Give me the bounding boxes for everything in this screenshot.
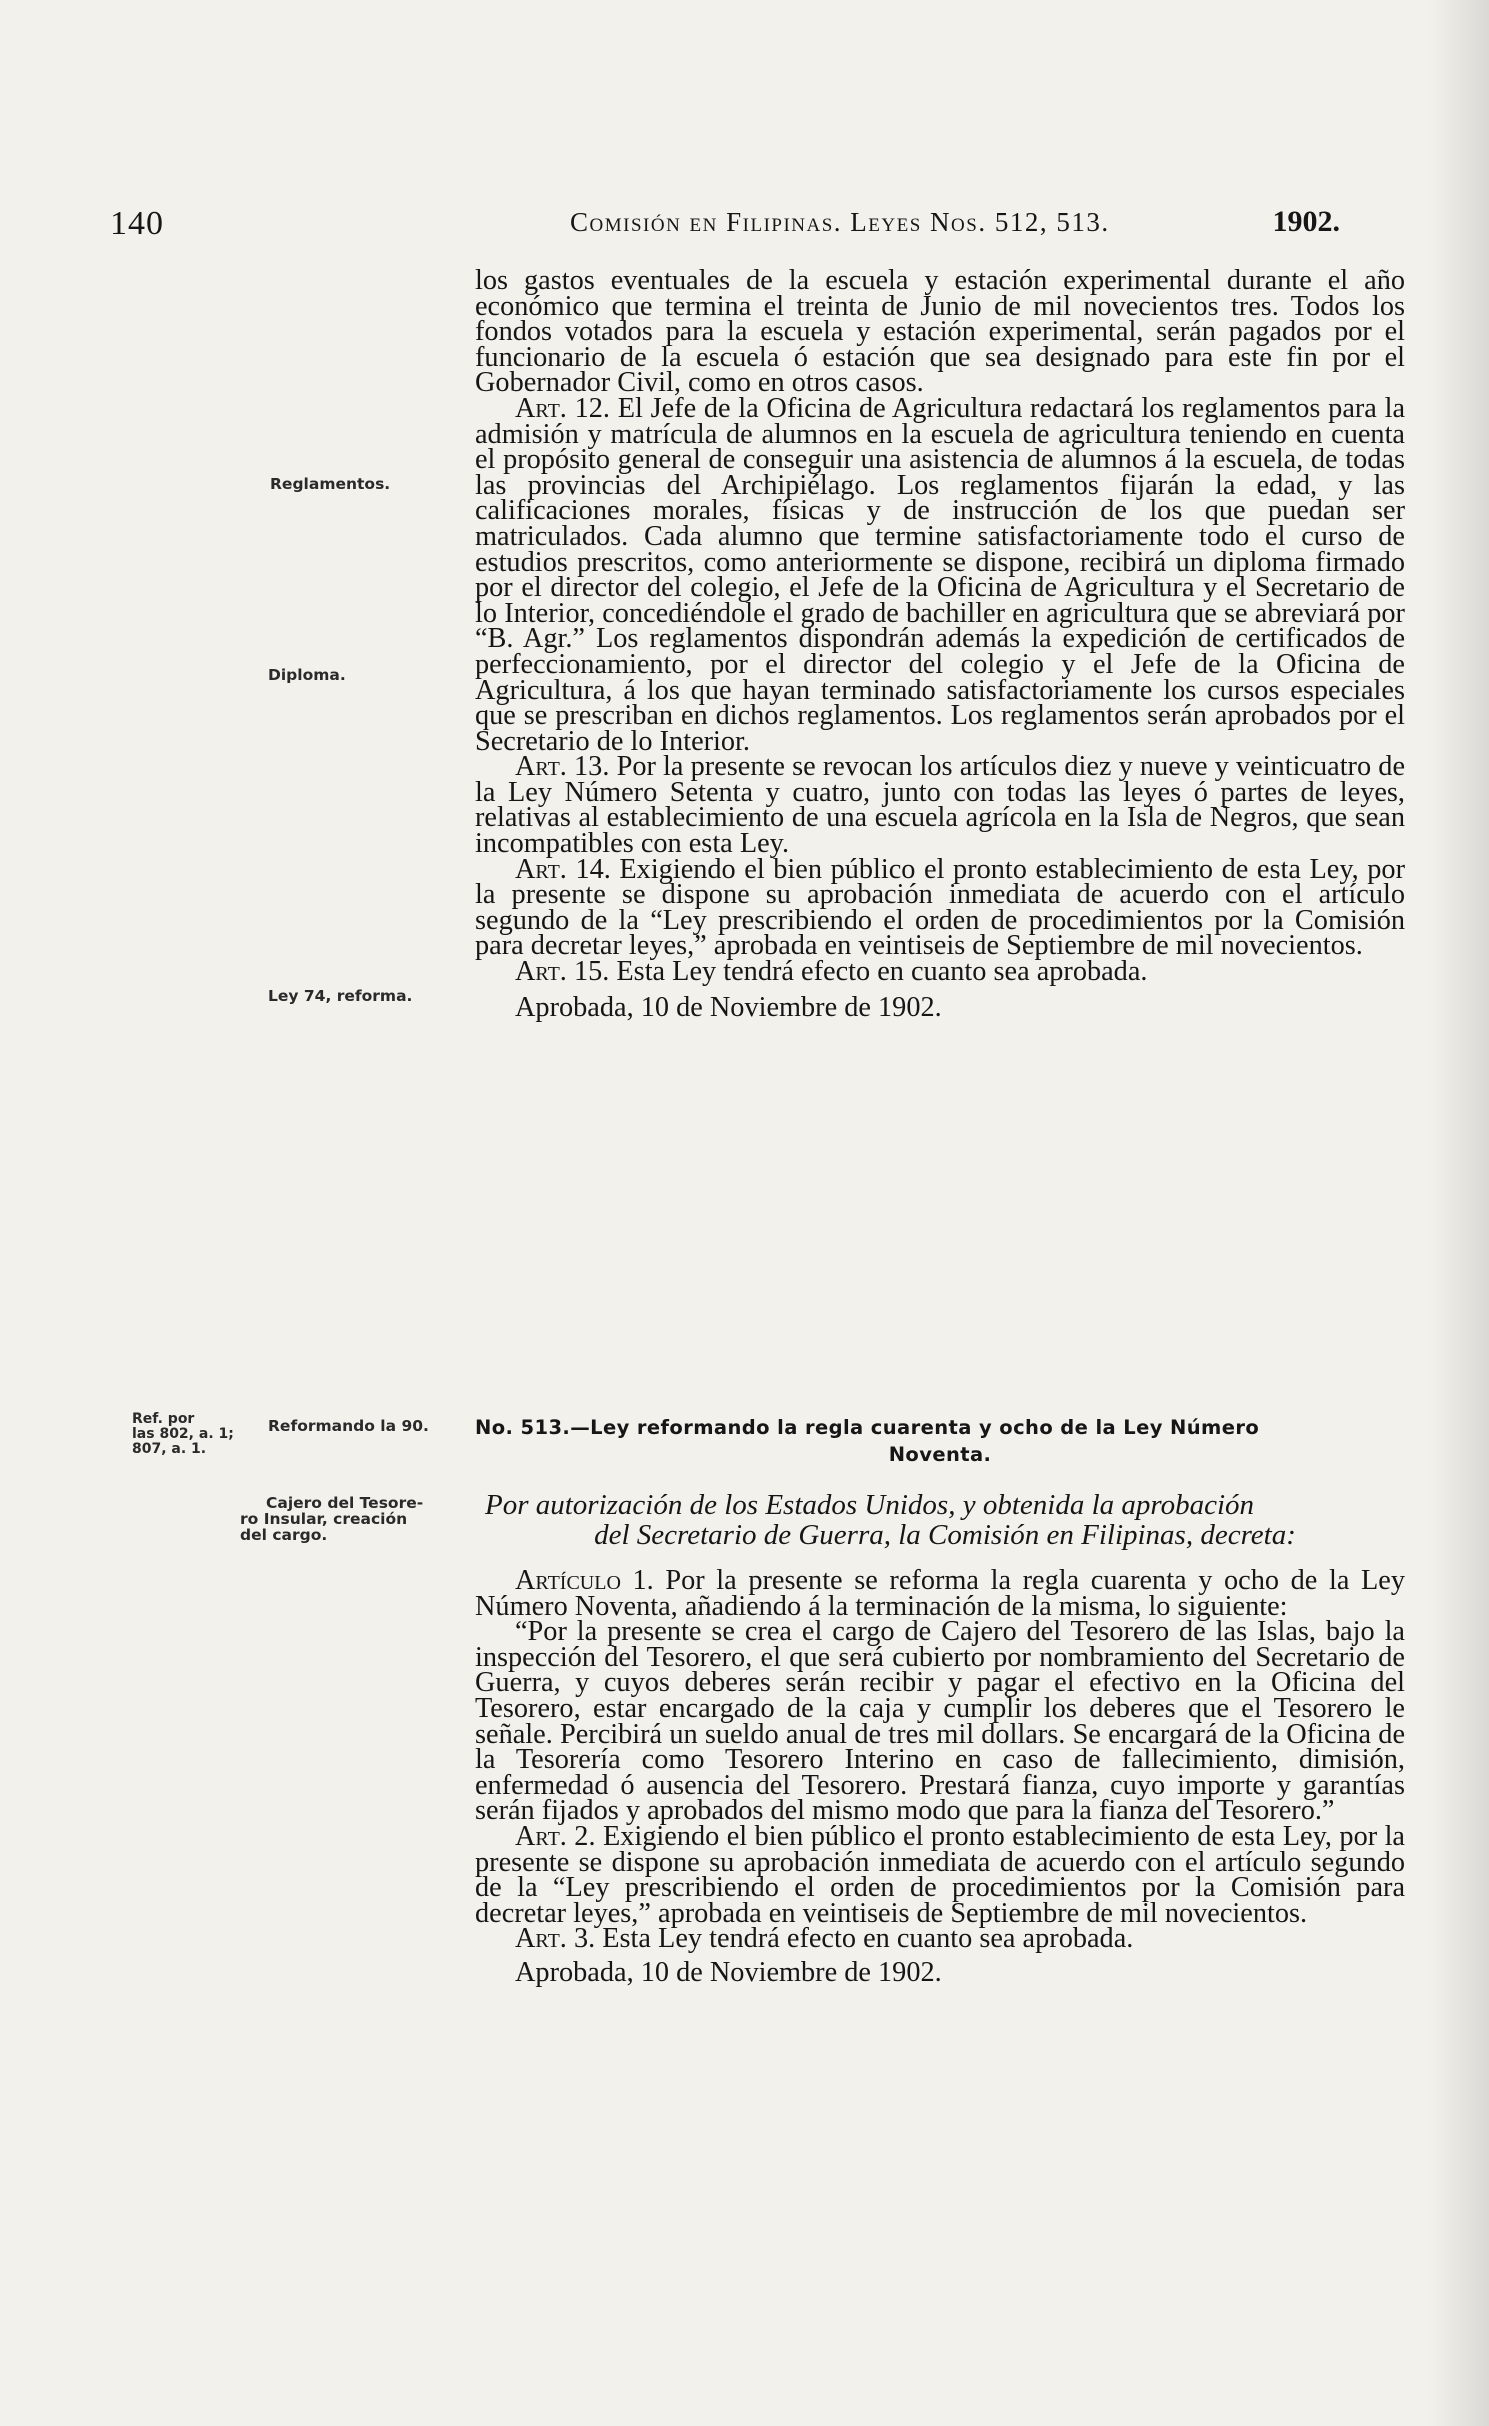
margin-note-cajero-line3: del cargo. — [240, 1526, 328, 1544]
article-3-label: Art. 3. — [515, 1923, 596, 1955]
margin-note-reformando: Reformando la 90. — [268, 1417, 429, 1435]
margin-note-diploma: Diploma. — [268, 666, 346, 684]
law-513-title-line2: Noventa. — [888, 1443, 992, 1466]
article-3-text: Esta Ley tendrá efecto en cuanto sea aprobada. — [602, 1923, 1134, 1955]
margin-note-ref-line1: Ref. por — [132, 1411, 195, 1427]
article-13-text: Por la presente se revocan los artículos diez y nueve y veinticuatro de la Ley Número Setenta y cuatro, junto con todas las leyes ó partes de leyes, relativas al establecimiento de una escuela agrícola en la Isla de Negros, que sean incompatibles con esta Ley. — [475, 751, 1406, 860]
margin-note-ref-line2: las 802, a. 1; — [132, 1426, 234, 1442]
enacting-clause-line1: Por autorización de los Estados Unidos, y obtenida la aprobación — [485, 1489, 1255, 1521]
article-1 — [475, 1565, 1405, 1622]
law-513-title — [475, 1414, 1405, 1468]
margin-note-ref-line3: 807, a. 1. — [132, 1441, 207, 1457]
margin-note-reglamentos: Reglamentos. — [270, 475, 391, 493]
article-14-text: Exigiendo el bien público el pronto establecimiento de esta Ley, por la presente se dispone su aprobación inmediata de acuerdo con el artículo segundo de la “Ley prescribiendo el orden de procedimientos por la Comisión para decretar leyes,” aprobada en veintiseis de Septiembre de mil novecientos. — [475, 853, 1405, 962]
article-2-label: Art. 2. — [515, 1820, 596, 1852]
article-12-label: Art. 12. — [515, 392, 610, 424]
law-513-approval-date: Aprobada, 10 de Noviembre de 1902. — [515, 1956, 942, 1988]
enacting-clause-line2: del Secretario de Guerra, la Comisión en Filipinas, decreta: — [594, 1519, 1296, 1551]
article-3 — [475, 1923, 1405, 1955]
article-12-text: El Jefe de la Oficina de Agricultura redactará los reglamentos para la admisión y matrícula de alumnos en la escuela de agricultura teniendo en cuenta el propósito general de conseguir una asistencia de alumnos á la escuela, de todas las provincias del Archipiélago. Los reglamentos fijarán la edad, y las calificaciones morales, físicas y de instrucción de los que puedan ser matriculados. Cada alumno que termine satisfactoriamente todo el curso de estudios prescritos, como anteriormente se dispone, recibirá un diploma firmado por el director del colegio, el Jefe de la Oficina de Agricultura y el Secretario de lo Interior, concediéndole el grado de bachiller en agricultura que se abreviará por “B. Agr.” Los reglamentos dispondrán además la expedición de certificados de perfeccionamiento, por el director del colegio y el Jefe de la Oficina de Agricultura, á los que hayan terminado satisfactoriamente los cursos especiales que se prescriban en dichos reglamentos. Los reglamentos serán aprobados por el Secretario de lo Interior. — [475, 392, 1406, 757]
page-header — [110, 205, 1340, 255]
article-2-text: Exigiendo el bien público el pronto establecimiento de esta Ley, por la presente se dispone su aprobación inmediata de acuerdo con el artículo segundo de la “Ley prescribiendo el orden de procedimientos por la Comisión para decretar leyes,” aprobada en veintiseis de Septiembre de mil novecientos. — [475, 1820, 1405, 1929]
running-head: Comisión en Filipinas. Leyes Nos. 512, 513. — [570, 207, 1110, 237]
margin-note-cajero — [240, 1495, 423, 1543]
quoted-amendment: “Por la presente se crea el cargo de Cajero del Tesorero de las Islas, bajo la inspección del Tesorero, el que será cubierto por nombramiento del Secretario de Guerra, y cuyos deberes serán recibir y pagar el efectivo en la Oficina del Tesorero, estar encargado de la caja y cumplir los deberes que el Tesorero le señale. Percibirá un sueldo anual de tres mil dollars. Se encargará de la Oficina de la Tesorería como Tesorero Interino en caso de fallecimiento, dimisión, enfermedad ó ausencia del Tesorero. Prestará fianza, cuyo importe y garantías serán fijados y aprobados del mismo modo que para la fianza del Tesorero.” — [475, 1616, 1405, 1827]
article-13 — [475, 751, 1406, 860]
article-15 — [475, 956, 1405, 988]
page-number: 140 — [110, 205, 164, 242]
article-14 — [475, 853, 1405, 962]
enacting-clause — [485, 1490, 1405, 1550]
article-2 — [475, 1820, 1405, 1929]
running-head-year: 1902. — [1272, 205, 1340, 238]
article-15-text: Esta Ley tendrá efecto en cuanto sea aprobada. — [616, 956, 1148, 988]
article-14-label: Art. 14. — [515, 853, 611, 885]
article-12 — [475, 392, 1406, 757]
page-edge-shadow — [1429, 0, 1489, 2426]
margin-note-cajero-line2: ro Insular, creación — [240, 1510, 408, 1528]
law-513-title-line1: No. 513.—Ley reformando la regla cuarenta y ocho de la Ley Número — [475, 1416, 1260, 1439]
margin-note-ref — [132, 1412, 234, 1457]
continuation-paragraph: los gastos eventuales de la escuela y estación experimental durante el año económico que termina el treinta de Junio de mil novecientos tres. Todos los fondos votados para la escuela y estación experimental, serán pagados por el funcionario de la escuela ó estación que sea designado para este fin por el Gobernador Civil, como en otros casos. — [475, 265, 1405, 399]
article-13-label: Art. 13. — [515, 751, 610, 783]
margin-note-cajero-line1: Cajero del Tesore- — [266, 1494, 424, 1512]
margin-note-ley-74: Ley 74, reforma. — [268, 987, 413, 1005]
law-513-body — [475, 1565, 1405, 1988]
article-15-label: Art. 15. — [515, 956, 610, 988]
article-1-label: Artículo 1. — [515, 1565, 654, 1596]
law-512-body — [475, 265, 1406, 1023]
law-512-approval-date: Aprobada, 10 de Noviembre de 1902. — [515, 991, 942, 1023]
article-1-text: Por la presente se reforma la regla cuarenta y ocho de la Ley Número Noventa, añadiendo á la terminación de la misma, lo siguiente: — [475, 1565, 1405, 1622]
